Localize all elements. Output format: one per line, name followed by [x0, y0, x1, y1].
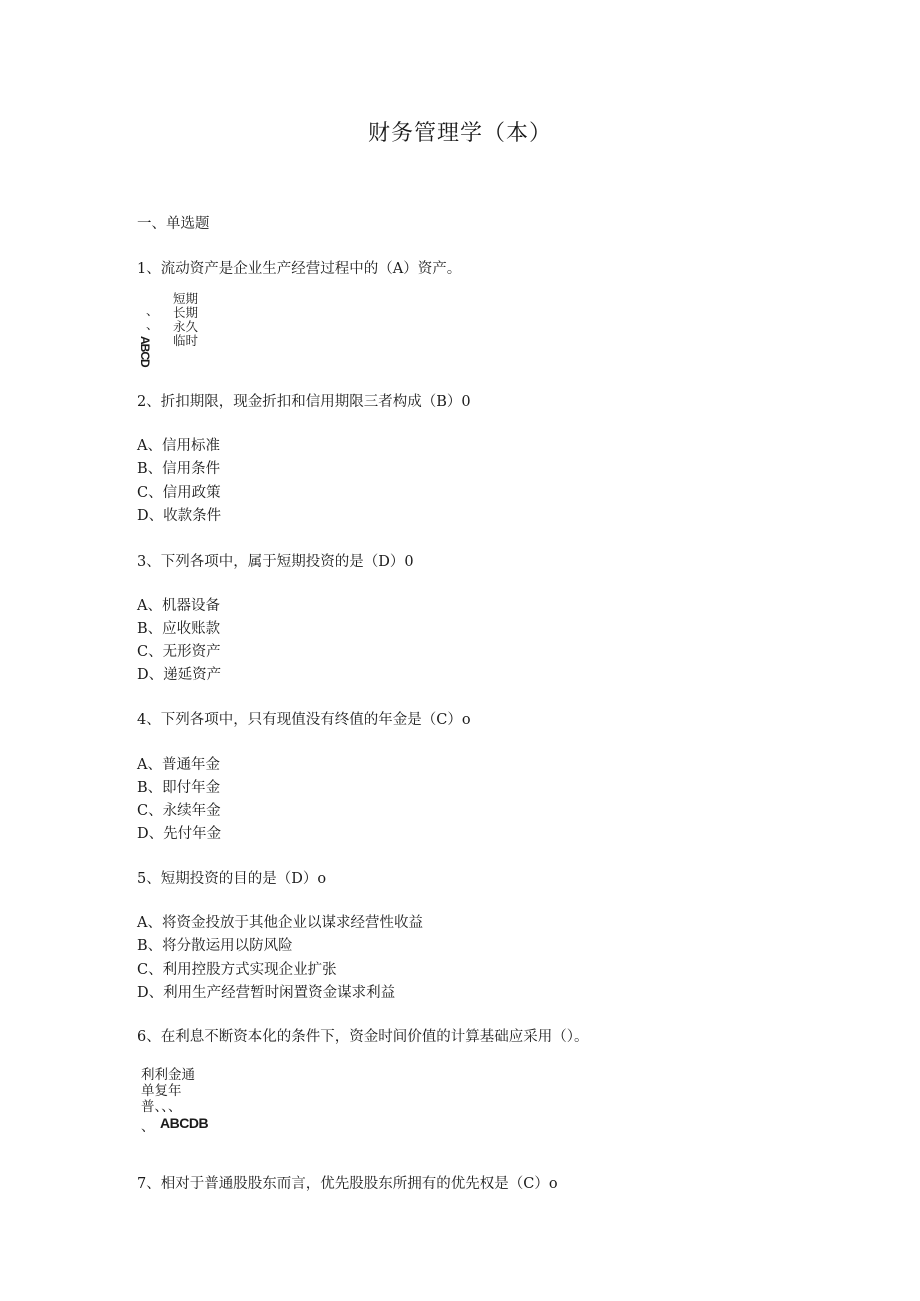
question-2-option: D、收款条件	[137, 508, 222, 524]
question-3-option: D、递延资产	[137, 667, 222, 683]
question-4-stem: 4、下列各项中，只有现值没有终值的年金是（C）o	[137, 712, 471, 728]
question-1-option: 永久	[173, 319, 199, 334]
question-4-option: A、普通年金	[137, 757, 220, 773]
question-5-option: A、将资金投放于其他企业以谋求经营性收益	[137, 915, 423, 931]
question-7-stem: 7、相对于普通股股东而言，优先股股东所拥有的优先权是（C）o	[137, 1176, 558, 1192]
question-3-option: B、应收账款	[137, 621, 221, 637]
question-5-option: C、利用控股方式实现企业扩张	[137, 962, 337, 978]
question-4-option: B、即付年金	[137, 780, 221, 796]
question-3-option: A、机器设备	[137, 598, 220, 614]
question-1-option: 长期	[173, 305, 199, 320]
question-6-line: 单复年	[141, 1083, 182, 1099]
question-5-option: D、利用生产经营暂时闲置资金谋求利益	[137, 985, 396, 1001]
question-1-mark: 、	[146, 303, 159, 318]
question-6-letters: ABCDB	[160, 1115, 209, 1131]
section-heading: 一、单选题	[137, 216, 210, 232]
question-2-option: C、信用政策	[137, 485, 221, 501]
question-6-stem: 6、在利息不断资本化的条件下，资金时间价值的计算基础应采用（）。	[137, 1029, 589, 1045]
question-3-option: C、无形资产	[137, 644, 221, 660]
question-2-stem: 2、折扣期限，现金折扣和信用期限三者构成（B）0	[137, 394, 471, 410]
question-3-stem: 3、下列各项中，属于短期投资的是（D）0	[137, 554, 414, 570]
question-4-option: D、先付年金	[137, 826, 222, 842]
question-2-option: A、信用标准	[137, 438, 220, 454]
question-5-option: B、将分散运用以防风险	[137, 938, 293, 954]
question-4-option: C、永续年金	[137, 803, 221, 819]
question-2-option: B、信用条件	[137, 461, 221, 477]
question-1-option: 临时	[173, 333, 199, 348]
document-title: 财务管理学（本）	[367, 121, 552, 146]
question-6-line: 利利金通	[141, 1067, 195, 1083]
question-1-mark: 、	[146, 317, 159, 332]
question-1-stem: 1、流动资产是企业生产经营过程中的（A）资产。	[137, 261, 462, 277]
question-5-stem: 5、短期投资的目的是（D）o	[137, 871, 327, 887]
question-1-option: 短期	[173, 291, 199, 306]
question-6-line: 普、、、	[141, 1099, 182, 1115]
question-6-mark: 、	[141, 1119, 155, 1135]
question-1-letters: ABCD	[138, 336, 152, 367]
